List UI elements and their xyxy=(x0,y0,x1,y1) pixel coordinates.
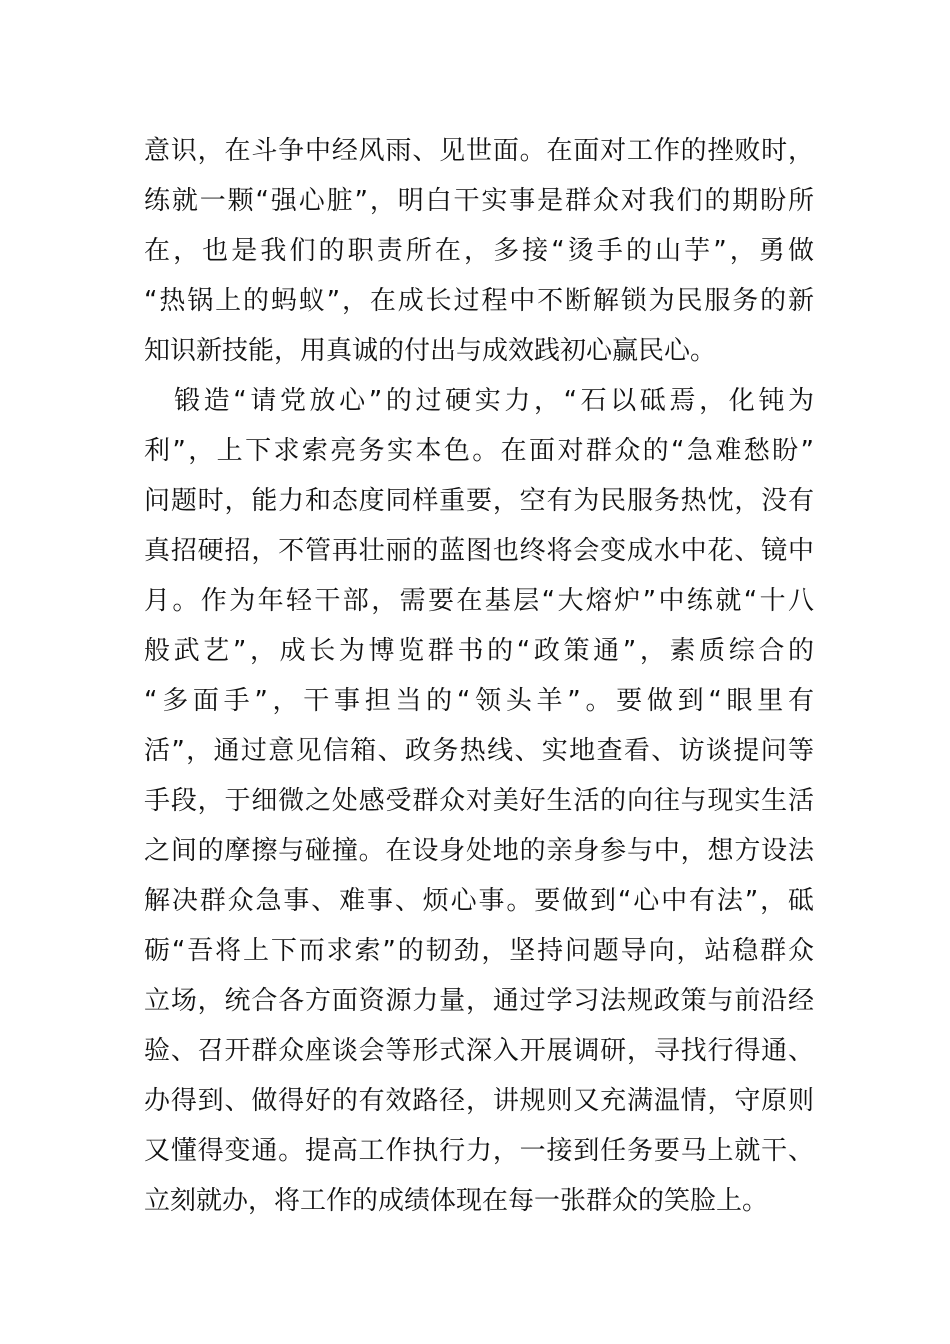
text-line: 真招硬招，不管再壮丽的蓝图也终将会变成水中花、镜中 xyxy=(144,536,814,566)
text-line: 问题时，能力和态度同样重要，空有为民服务热忱，没有 xyxy=(144,486,814,516)
text-line: 砺“吾将上下而求索”的韧劲，坚持问题导向，站稳群众 xyxy=(144,936,814,966)
text-line: “热锅上的蚂蚁”，在成长过程中不断解锁为民服务的新 xyxy=(144,286,814,316)
text-line: 般武艺”，成长为博览群书的“政策通”，素质综合的 xyxy=(144,636,814,666)
text-line: 立刻就办，将工作的成绩体现在每一张群众的笑脸上。 xyxy=(144,1186,769,1216)
text-line: 意识，在斗争中经风雨、见世面。在面对工作的挫败时， xyxy=(144,136,814,166)
text-line: 又懂得变通。提高工作执行力，一接到任务要马上就干、 xyxy=(144,1136,814,1166)
text-line: 手段，于细微之处感受群众对美好生活的向往与现实生活 xyxy=(144,786,814,816)
text-line: 解决群众急事、难事、烦心事。要做到“心中有法”，砥 xyxy=(144,886,814,916)
text-line: 月。作为年轻干部，需要在基层“大熔炉”中练就“十八 xyxy=(144,586,814,616)
paragraph-1 xyxy=(144,126,814,376)
text-line: 练就一颗“强心脏”，明白干实事是群众对我们的期盼所 xyxy=(144,186,814,216)
paragraph-2 xyxy=(144,376,814,1226)
text-line: 立场，统合各方面资源力量，通过学习法规政策与前沿经 xyxy=(144,986,814,1016)
text-line: 办得到、做得好的有效路径，讲规则又充满温情，守原则 xyxy=(144,1086,814,1116)
body-text xyxy=(144,126,814,1226)
text-line: 验、召开群众座谈会等形式深入开展调研，寻找行得通、 xyxy=(144,1036,814,1066)
text-line: 之间的摩擦与碰撞。在设身处地的亲身参与中，想方设法 xyxy=(144,836,814,866)
text-line: 锻造“请党放心”的过硬实力，“石以砥焉，化钝为 xyxy=(174,386,814,416)
text-line: “多面手”，干事担当的“领头羊”。要做到“眼里有 xyxy=(144,686,814,716)
text-line: 在，也是我们的职责所在，多接“烫手的山芋”，勇做 xyxy=(144,236,814,266)
text-line: 利”，上下求索亮务实本色。在面对群众的“急难愁盼” xyxy=(144,436,814,466)
text-line: 知识新技能，用真诚的付出与成效践初心赢民心。 xyxy=(144,336,717,366)
text-line: 活”，通过意见信箱、政务热线、实地查看、访谈提问等 xyxy=(144,736,814,766)
